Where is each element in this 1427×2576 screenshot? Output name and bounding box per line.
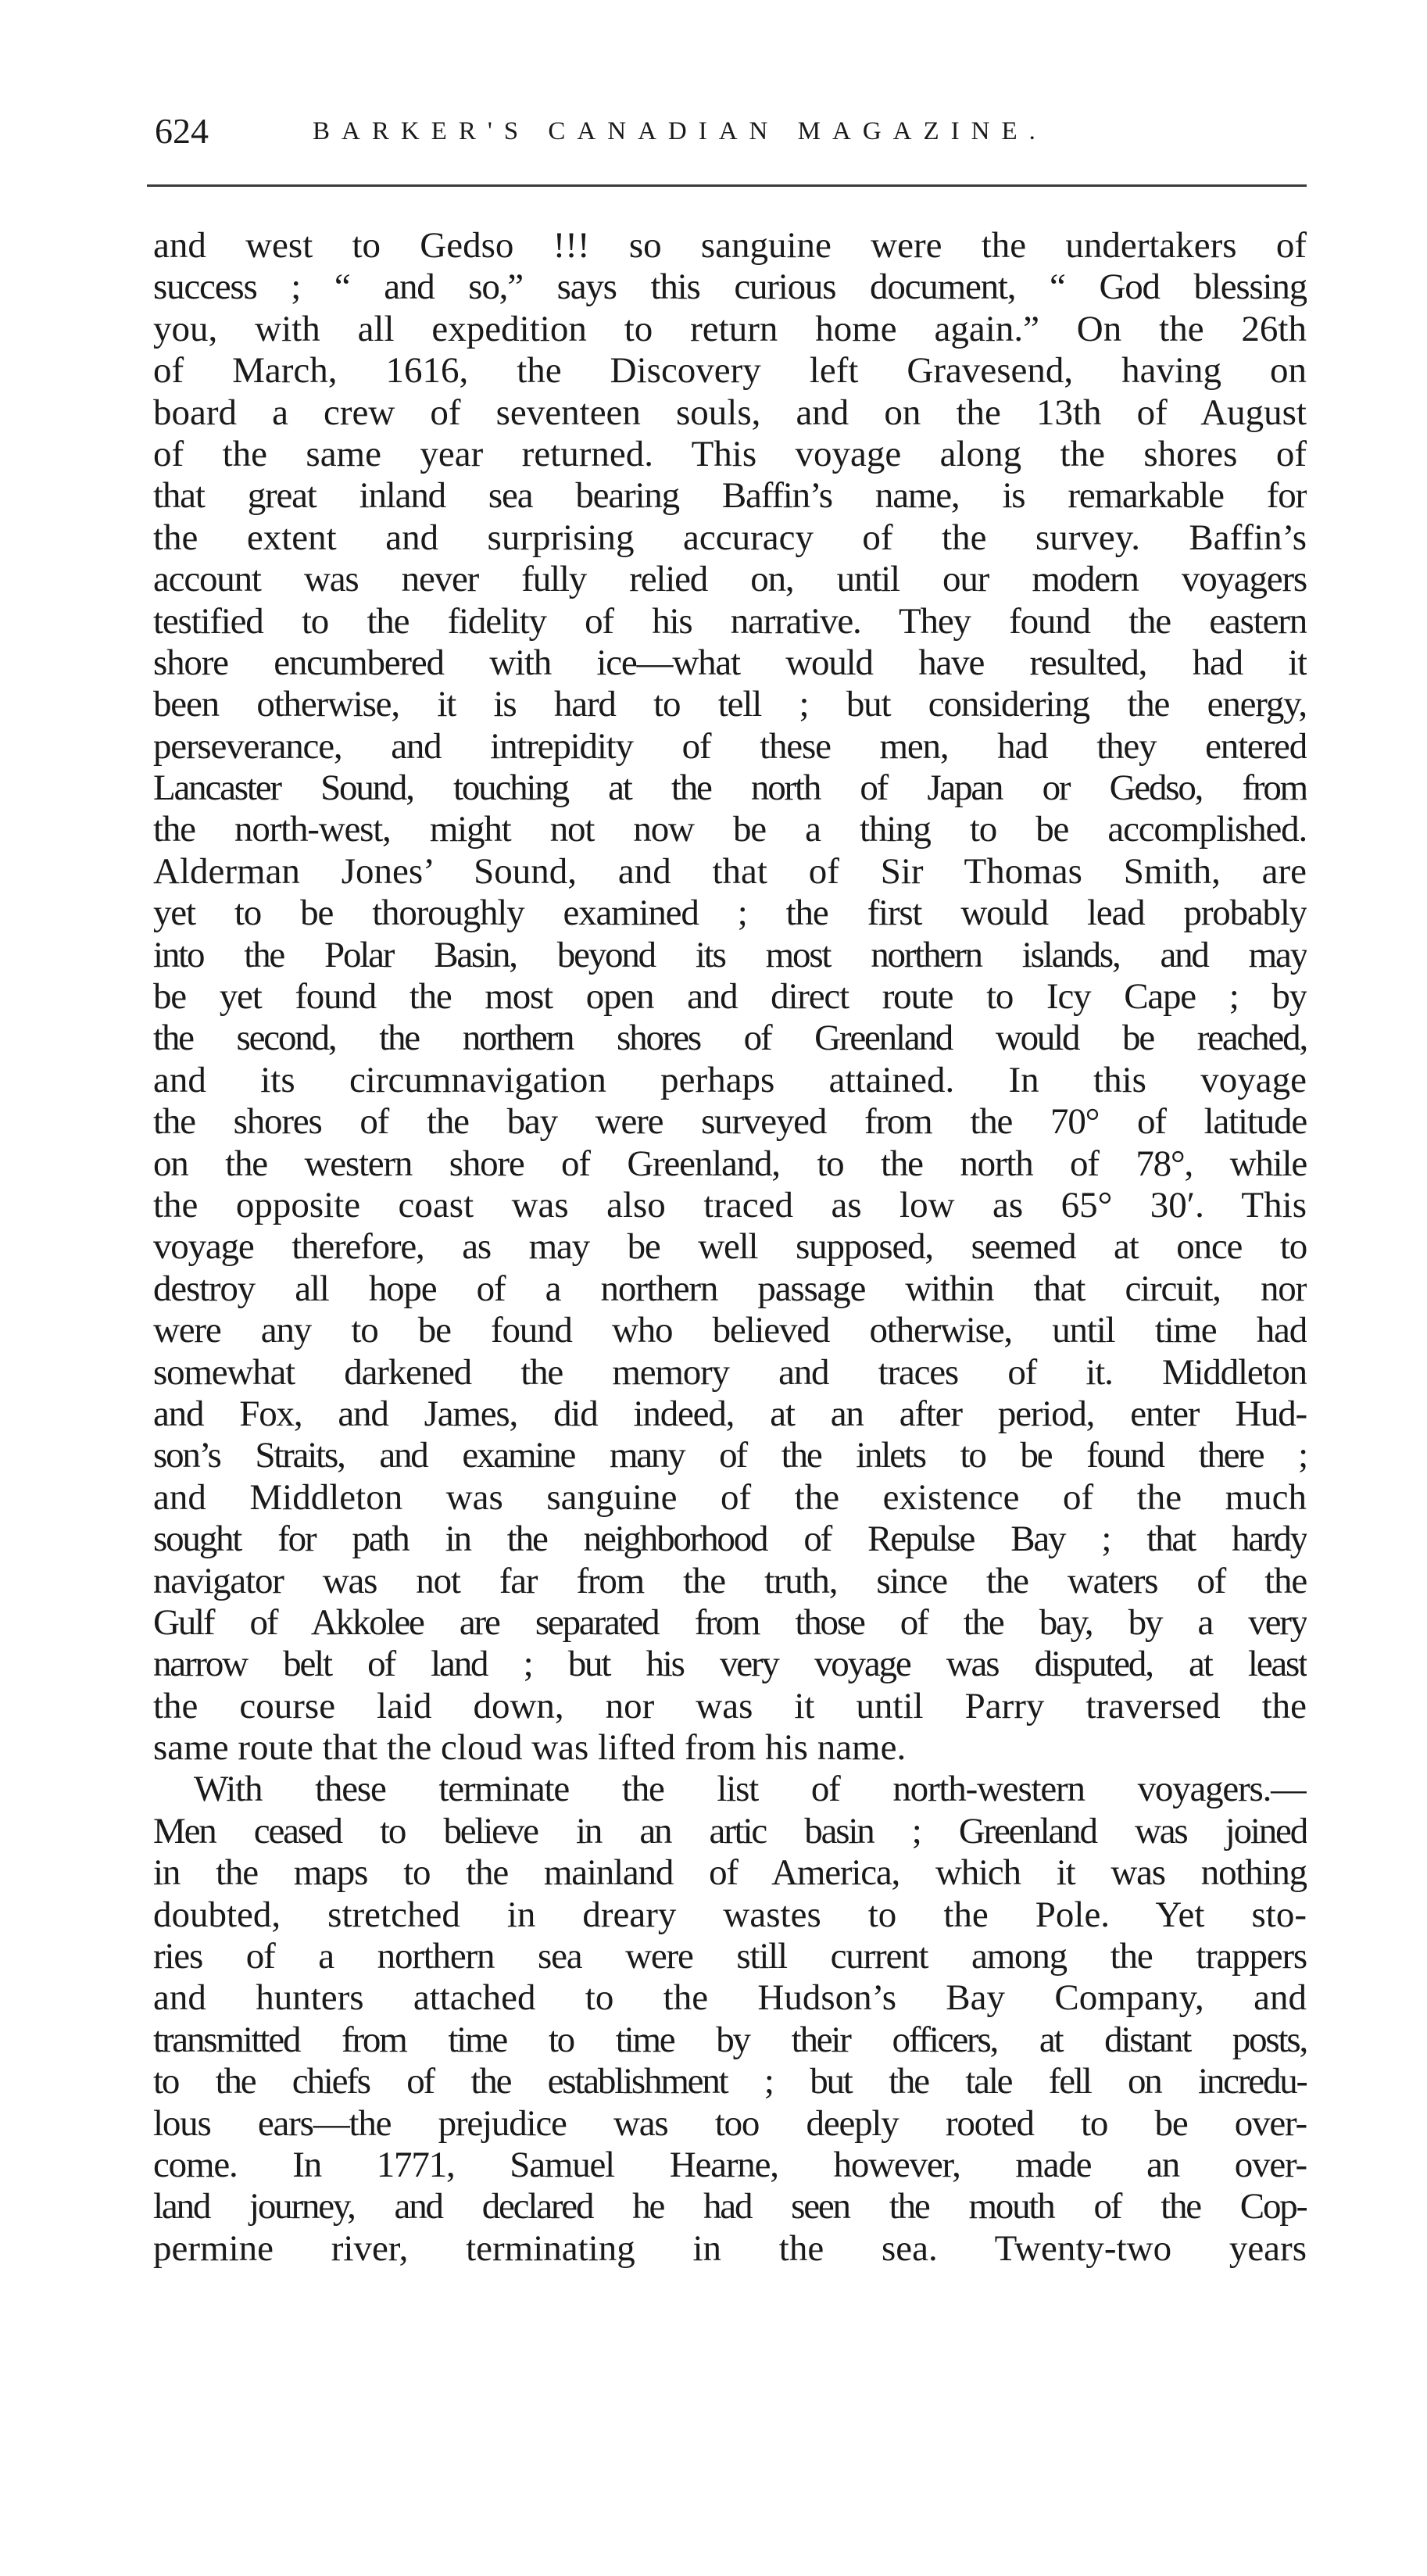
paragraph-1 xyxy=(153,225,1307,1769)
page-number: 624 xyxy=(155,111,209,151)
text-line: been otherwise, it is hard to tell ; but considering the energy, xyxy=(153,684,1307,725)
text-line: the opposite coast was also traced as low as 65° 30′. This xyxy=(153,1184,1307,1225)
text-line: Lancaster Sound, touching at the north of Japan or Gedso, from xyxy=(153,767,1307,809)
text-line: the north-west, might not now be a thing to be accomplished. xyxy=(153,809,1307,850)
text-line: and Fox, and James, did indeed, at an after period, enter Hud- xyxy=(153,1393,1307,1434)
text-line: Gulf of Akkolee are separated from those of the bay, by a very xyxy=(153,1601,1307,1643)
text-line: that great inland sea bearing Baffin’s name, is remarkable for xyxy=(153,475,1307,517)
text-line: the second, the northern shores of Greenland would be reached, xyxy=(153,1018,1307,1059)
text-line: were any to be found who believed otherwise, until time had xyxy=(153,1310,1307,1351)
text-line: same route that the cloud was lifted from his name. xyxy=(153,1727,907,1769)
text-line: transmitted from time to time by their officers, at distant posts, xyxy=(153,2019,1307,2060)
paragraph-2 xyxy=(153,1769,1307,2270)
text-line: you, with all expedition to return home again.” On the 26th xyxy=(153,308,1307,349)
text-line: ries of a northern sea were still current among the trappers xyxy=(153,1936,1307,1977)
text-line: permine river, terminating in the sea. Twenty-two years xyxy=(153,2227,1307,2269)
text-line: sought for path in the neighborhood of Repulse Bay ; that hardy xyxy=(153,1519,1307,1560)
text-line: somewhat darkened the memory and traces of it. Middleton xyxy=(153,1351,1307,1393)
text-line: narrow belt of land ; but his very voyage was disputed, at least xyxy=(153,1644,1307,1685)
text-line: of March, 1616, the Discovery left Gravesend, having on xyxy=(153,350,1307,392)
text-line: Men ceased to believe in an artic basin ; Greenland was joined xyxy=(153,1810,1307,1852)
page-header xyxy=(155,108,1296,155)
text-line: to the chiefs of the establishment ; but the tale fell on incredu- xyxy=(153,2061,1307,2102)
text-line: success ; “ and so,” says this curious document, “ God blessing xyxy=(153,267,1307,308)
text-line: land journey, and declared he had seen the mouth of the Cop- xyxy=(153,2186,1307,2227)
text-line: shore encumbered with ice—what would have resulted, had it xyxy=(153,642,1307,683)
text-line: son’s Straits, and examine many of the inlets to be found there ; xyxy=(153,1435,1307,1476)
text-line: testified to the fidelity of his narrative. They found the eastern xyxy=(153,600,1307,642)
header-rule xyxy=(147,184,1307,187)
text-line: come. In 1771, Samuel Hearne, however, made an over- xyxy=(153,2144,1307,2185)
text-line: and its circumnavigation perhaps attained. In this voyage xyxy=(153,1059,1307,1100)
text-line: destroy all hope of a northern passage within that circuit, nor xyxy=(153,1268,1307,1309)
text-line: perseverance, and intrepidity of these men, had they entered xyxy=(153,725,1307,767)
text-line: With these terminate the list of north-western voyagers.— xyxy=(194,1769,1307,1810)
text-line: and hunters attached to the Hudson’s Bay Company, and xyxy=(153,1977,1307,2019)
text-line: voyage therefore, as may be well supposed, seemed at once to xyxy=(153,1226,1307,1268)
text-line: the shores of the bay were surveyed from the 70° of latitude xyxy=(153,1101,1307,1143)
text-line: on the western shore of Greenland, to the north of 78°, while xyxy=(153,1143,1307,1184)
text-line: in the maps to the mainland of America, which it was nothing xyxy=(153,1852,1307,1894)
text-line: of the same year returned. This voyage along the shores of xyxy=(153,433,1307,474)
text-line: and Middleton was sanguine of the existence of the much xyxy=(153,1476,1307,1518)
text-line: doubted, stretched in dreary wastes to the Pole. Yet sto- xyxy=(153,1894,1307,1935)
running-title: BARKER'S CANADIAN MAGAZINE. xyxy=(313,117,1047,145)
text-line: Alderman Jones’ Sound, and that of Sir Thomas Smith, are xyxy=(153,850,1307,892)
text-line: yet to be thoroughly examined ; the first would lead probably xyxy=(153,893,1307,934)
text-line: be yet found the most open and direct route to Icy Cape ; by xyxy=(153,976,1307,1018)
text-line: lous ears—the prejudice was too deeply rooted to be over- xyxy=(153,2102,1307,2144)
text-line: account was never fully relied on, until our modern voyagers xyxy=(153,559,1307,600)
text-line: board a crew of seventeen souls, and on the 13th of August xyxy=(153,392,1307,433)
text-line: and west to Gedso !!! so sanguine were the undertakers of xyxy=(153,225,1307,266)
body-text xyxy=(153,225,1307,2270)
text-line: the course laid down, nor was it until Parry traversed the xyxy=(153,1685,1307,1726)
text-line: navigator was not far from the truth, since the waters of the xyxy=(153,1560,1307,1601)
text-line: the extent and surprising accuracy of the survey. Baffin’s xyxy=(153,517,1307,558)
text-line: into the Polar Basin, beyond its most northern islands, and may xyxy=(153,934,1307,975)
